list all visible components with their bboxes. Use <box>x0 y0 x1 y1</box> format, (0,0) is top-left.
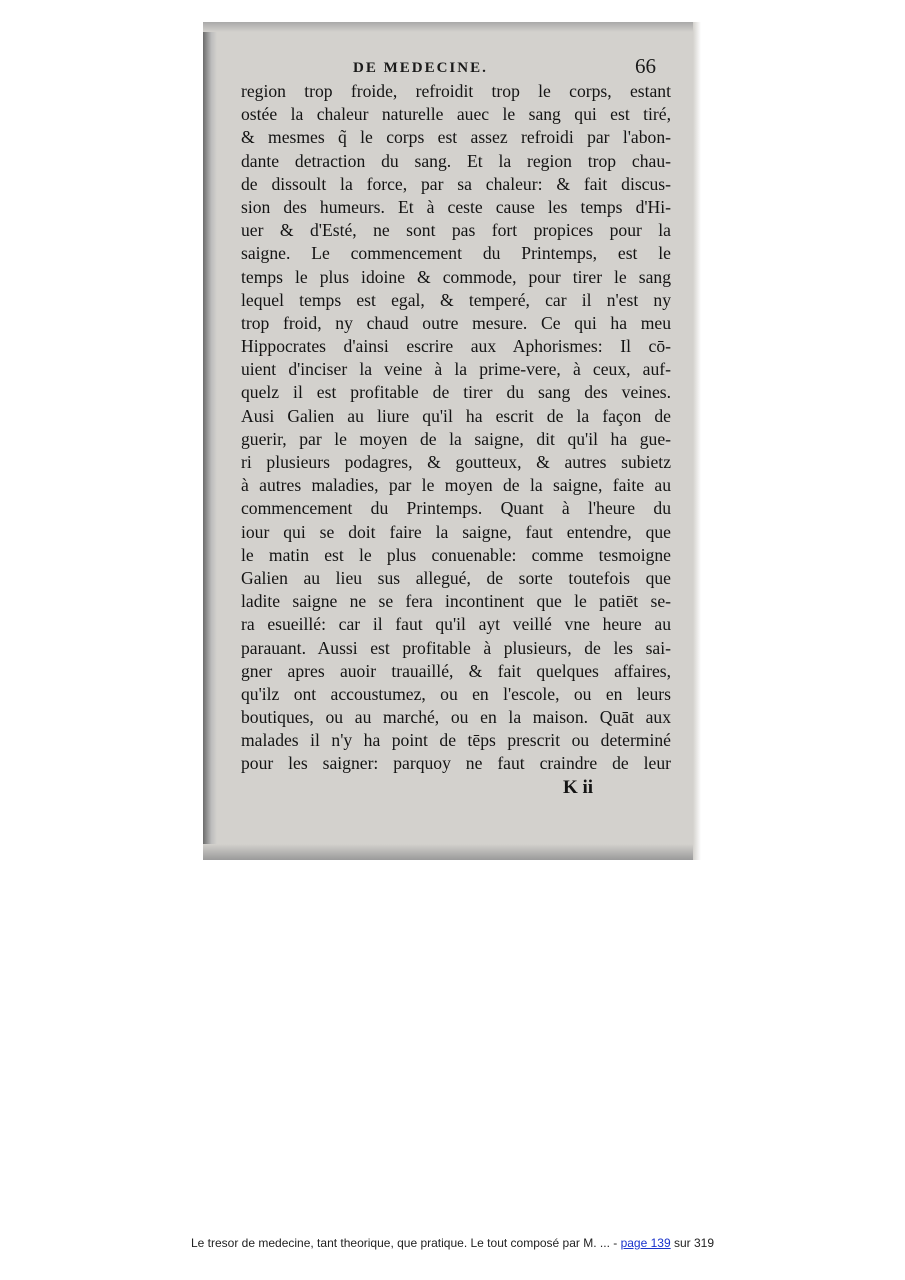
text-line: quelz il est profitable de tirer du sang des veines. <box>241 382 671 403</box>
scanned-page <box>203 22 701 860</box>
page-top-shadow <box>203 22 701 32</box>
text-line: temps le plus idoine & commode, pour tirer le sang <box>241 266 671 287</box>
footer-title: Le tresor de medecine, tant theorique, que pratique. Le tout composé par M. ... - <box>190 1236 621 1250</box>
text-line: parauant. Aussi est profitable à plusieurs, de les sai- <box>241 637 671 658</box>
text-line: guerir, par le moyen de la saigne, dit qu'il ha gue- <box>241 428 671 449</box>
text-line: uer & d'Esté, ne sont pas fort propices pour la <box>241 220 671 241</box>
body-text <box>241 80 671 776</box>
text-line: sion des humeurs. Et à ceste cause les temps d'Hi- <box>241 196 671 217</box>
text-line: ladite saigne ne se fera incontinent que le patiēt se- <box>241 591 671 612</box>
text-line: de dissoult la force, par sa chaleur: & fait discus- <box>241 173 671 194</box>
text-line: Ausi Galien au liure qu'il ha escrit de la façon de <box>241 405 671 426</box>
text-line: Galien au lieu sus allegué, de sorte toutefois que <box>241 567 671 588</box>
text-line: uient d'inciser la veine à la prime-vere, à ceux, auf- <box>241 359 671 380</box>
text-line: boutiques, ou au marché, ou en la maison. Quāt aux <box>241 707 671 728</box>
text-line: lequel temps est egal, & temperé, car il n'est ny <box>241 289 671 310</box>
text-line: pour les saigner: parquoy ne faut craindre de leur <box>241 753 671 774</box>
footer-caption <box>0 1236 905 1250</box>
text-line: le matin est le plus conuenable: comme tesmoigne <box>241 544 671 565</box>
page-right-edge <box>693 22 701 860</box>
text-line: malades il n'y ha point de tēps prescrit ou determiné <box>241 730 671 751</box>
text-line: & mesmes q̃ le corps est assez refroidi par l'abon- <box>241 127 671 148</box>
text-line: gner apres auoir trauaillé, & fait quelques affaires, <box>241 660 671 681</box>
page-bottom-shadow <box>203 844 701 860</box>
page-gutter-shadow <box>203 22 217 860</box>
text-line: dante detraction du sang. Et la region trop chau- <box>241 150 671 171</box>
running-head: DE MEDECINE. <box>353 60 488 76</box>
page-link[interactable]: page 139 <box>620 1236 671 1250</box>
text-line: iour qui se doit faire la saigne, faut entendre, que <box>241 521 671 542</box>
signature-mark: K ii <box>563 777 594 798</box>
page-number: 66 <box>635 54 656 78</box>
text-line: saigne. Le commencement du Printemps, est le <box>241 243 671 264</box>
text-line: qu'ilz ont accoustumez, ou en l'escole, ou en leurs <box>241 683 671 704</box>
text-line: commencement du Printemps. Quant à l'heure du <box>241 498 671 519</box>
text-line: ri plusieurs podagres, & goutteux, & autres subietz <box>241 452 671 472</box>
text-line: à autres maladies, par le moyen de la saigne, faite au <box>241 475 671 496</box>
text-line: ra esueillé: car il faut qu'il ayt veillé vne heure au <box>241 614 671 635</box>
footer-page-count: sur 319 <box>670 1236 714 1250</box>
text-line: ostée la chaleur naturelle auec le sang qui est tiré, <box>241 104 671 125</box>
text-line: Hippocrates d'ainsi escrire aux Aphorismes: Il cō- <box>241 336 671 357</box>
text-line: trop froid, ny chaud outre mesure. Ce qui ha meu <box>241 312 671 333</box>
text-line: region trop froide, refroidit trop le corps, estant <box>241 81 671 101</box>
